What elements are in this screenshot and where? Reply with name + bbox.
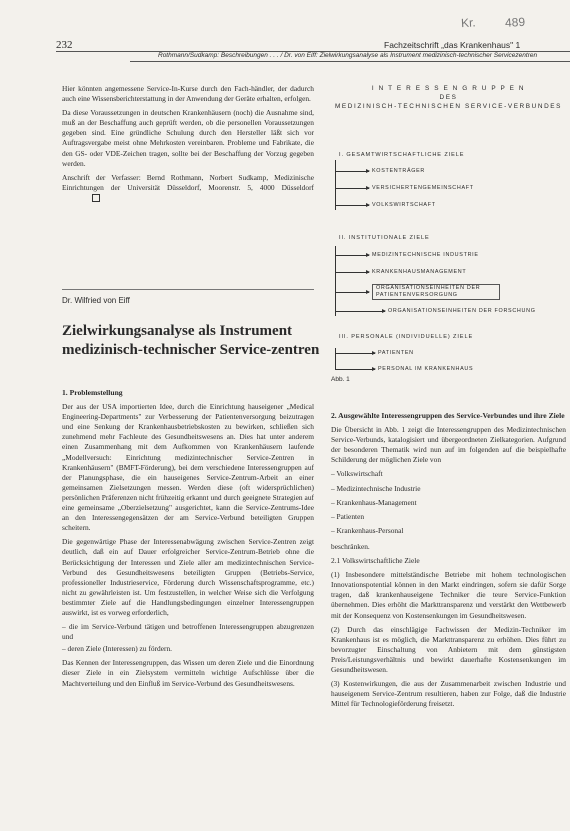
list-item: – Medizintechnische Industrie	[331, 483, 421, 493]
figure-caption: Abb. 1	[331, 376, 350, 383]
diagram-title-2: DES	[439, 94, 458, 101]
diagram-item-label: KRANKENHAUSMANAGEMENT	[372, 269, 467, 275]
diagram-item-label: KOSTENTRÄGER	[372, 168, 426, 174]
paragraph: (1) Insbesondere mittelständische Betriebe mit hohem technologischen Innovationspotential können in den Markt eindringen, sofern sie dafür Sorge tragen, daß krankenhauseigene Techniker die teure Service-Funktion übernehmen. Dies erhöht die Markttransparenz und verstärkt den Wettbewerb mit der Konsequenz von Kostensenkungen im Gesundheitswesen.	[331, 570, 566, 620]
diagram-item	[331, 185, 474, 191]
diagram-item	[331, 168, 425, 174]
paragraph: Da diese Voraussetzungen in deutschen Krankenhäusern (noch) die Ausnahme sind, muß an der Beschaffung auch geprüft werden, ob die personellen Voraussetzungen gegeben sind. Eine gründliche Schulung durch den Hersteller läßt sich vor Auftragsvergabe meist ohne Mehrkosten vereinbaren. Probleme und Fabrikate, die den GS- oder VDE-Zeichen tragen, sollte bei der Beschaffung der Vorzug gegeben werden.	[62, 108, 314, 168]
list-item: – Patienten	[331, 511, 365, 521]
diagram-item-label: VOLKSWIRTSCHAFT	[372, 202, 436, 208]
diagram-section-3: III. PERSONALE (INDIVIDUELLE) ZIELE	[339, 334, 474, 340]
interest-group-list	[331, 469, 566, 535]
paragraph: Die Übersicht in Abb. 1 zeigt die Interessengruppen des Medizintechnischen Service-Verbunds, katalogisiert und übergeordneten Zielkategorien. Aufgrund der besonderen Thematik wird nun auf im folgenden auf die beispielhafte Schilderung der möglichen Ziele von	[331, 425, 566, 465]
running-head-rule	[130, 61, 570, 62]
journal-title: Fachzeitschrift „das Krankenhaus" 1	[384, 40, 521, 50]
diagram-item	[331, 350, 414, 356]
running-head: Rothmann/Sudkamp: Beschreibungen . . . / Dr. von Eiff: Zielwirkungsanalyse als Instrument medizinisch-technischer Servicezentren	[158, 52, 538, 59]
diagram-title-1: I N T E R E S S E N G R U P P E N	[371, 85, 526, 92]
interest-groups-diagram	[331, 84, 566, 384]
section-heading: 1. Problemstellung	[62, 388, 123, 397]
paragraph: Das Kennen der Interessengruppen, das Wissen um deren Ziele und die Einordnung dieser Ziele in ein Zielsystem vermitteln wichtige Aufschlüsse über die Machtverteilung und den Einfluß im Service-Verbund des Gesundheitswesens.	[62, 658, 314, 688]
stamp-text-1: Kr.	[460, 15, 477, 31]
paragraph: (3) Kostenwirkungen, die aus der Zusammenarbeit zwischen Industrie und hauseigenem Service-Zentrum resultieren, haben zur Folge, daß die Industrie Mittel für Technologieförderung freisetzt.	[331, 679, 566, 709]
stamp-text-2: 489	[504, 14, 526, 30]
diagram-item	[331, 284, 500, 300]
diagram-item	[331, 308, 536, 314]
diagram-item-label: PATIENTEN	[378, 350, 414, 356]
previous-article-end	[62, 84, 314, 207]
diagram-title-3: MEDIZINISCH-TECHNISCHEN SERVICE-VERBUNDES	[334, 103, 563, 110]
article-body-right	[331, 411, 566, 713]
paragraph: Die gegenwärtige Phase der Interessenabwägung zwischen Service-Zentren zeigt deutlich, daß ein auf Dauer erfolgreicher Service-Zentrum-Betrieb ohne die Berücksichtigung der Interessen und Ziele aller am medizintechnischen Service-Verbund des Gesundheitswesens beteiligten Gruppen (Betriebs-Service, professioneller Industrieservice, Förderung durch Wissenschaftsprogramme, etc.) nicht zu gewährleisten ist. Um festzustellen, in welcher Weise sich die Verfolgung bestimmter Ziele auf die Handlungsbedingungen einzelner Interessengruppen auswirkt, ist es vorweg erforderlich,	[62, 537, 314, 617]
end-of-article-mark	[92, 194, 100, 202]
diagram-item-label: ORGANISATIONSEINHEITEN DER PATIENTENVERSORGUNG	[372, 284, 500, 300]
page-number: 232	[56, 39, 73, 51]
dash-item: – deren Ziele (Interessen) zu fördern.	[62, 644, 172, 654]
diagram-item-label: ORGANISATIONSEINHEITEN DER FORSCHUNG	[388, 308, 536, 314]
section-heading: 2. Ausgewählte Interessengruppen des Service-Verbundes und ihre Ziele	[331, 411, 565, 420]
diagram-item	[331, 202, 436, 208]
diagram-section-2: II. INSTITUTIONALE ZIELE	[339, 235, 430, 241]
list-item: – Volkswirtschaft	[331, 469, 383, 479]
address-text: Anschrift der Verfasser: Bernd Rothmann, Norbert Sudkamp, Medizinische Einrichtungen der Universität Düsseldorf, Moorenstr. 5, 4000 Düsseldorf	[62, 172, 314, 192]
article-title: Zielwirkungsanalyse als Instrument medizinisch-technischer Service-zentren	[62, 323, 320, 358]
archive-stamp	[446, 5, 557, 39]
list-item: – Krankenhaus-Management	[331, 497, 417, 507]
author-address	[62, 173, 314, 203]
dash-item: – die im Service-Verbund tätigen und betroffenen Interessengruppen abzugrenzen und	[62, 622, 314, 642]
diagram-item	[331, 269, 466, 275]
diagram-item-label: MEDIZINTECHNISCHE INDUSTRIE	[372, 252, 479, 258]
diagram-item-label: VERSICHERTENGEMEINSCHAFT	[372, 185, 474, 191]
paragraph: Der aus der USA importierten Idee, durch die Einrichtung hauseigener „Medical Engineering-Departments" zur Verbesserung der Patientenversorgung beizutragen und eine Senkung der Krankenhausbetriebskosten zu bewirken, schließen sich zunehmend mehr Fachleute des Gesundheitswesens an. Dies hat unter anderem einen Zusammenhang mit dem Aufkommen von Krankenhäusern laufende „Modellversuch: Einrichtung medizintechnischer Service-Zentren in Krankenhäusern" (BMFT-Förderung), bei dem verschiedene Interessengruppen auf der Planungsphase, die ein hauseigenes Service-Zentrum-Arbeit an einer gemeinsamen Zielsetzungen messen. Werden diese (oft widersprüchlichen) persönlichen Präferenzen nicht frühzeitig erkannt und durch geeignete Strategien auf eine gemeinsame „Oberzielsetzung" ausgerichtet, kann die Service-Zentrums-Idee an den Interessengegensätzen der am Service-Verbund beteiligten Gruppen scheitern.	[62, 402, 314, 533]
subsection-heading: 2.1 Volkswirtschaftliche Ziele	[331, 556, 420, 566]
article-separator	[62, 289, 314, 290]
diagram-section-1: I. GESAMTWIRTSCHAFTLICHE ZIELE	[339, 152, 465, 158]
article-body-left	[62, 388, 314, 693]
diagram-item	[331, 252, 479, 258]
paragraph: Hier könnten angemessene Service-In-Kurse durch den Fach-händler, der dadurch auch eine Wissensberichterstattung in der Anwendung der Geräte erhalten, erfolgen.	[62, 84, 314, 104]
list-item: – Krankenhaus-Personal	[331, 525, 404, 535]
article-author: Dr. Wilfried von Eiff	[62, 296, 130, 305]
paragraph: (2) Durch das einschlägige Fachwissen der Medizin-Techniker im Krankenhaus ist es möglich, die Markttransparenz zu erhöhen. Dies führt zu bevorzugter Einschaltung von Anbietern mit dem günstigsten Preis/Leistungsverhältnis und bewirkt dauerhafte Kostensenkungen im Gesundheitswesen.	[331, 624, 566, 674]
diagram-item	[331, 366, 473, 372]
diagram-item-label: PERSONAL IM KRANKENHAUS	[378, 366, 474, 372]
list-trailer: beschränken.	[331, 541, 370, 551]
